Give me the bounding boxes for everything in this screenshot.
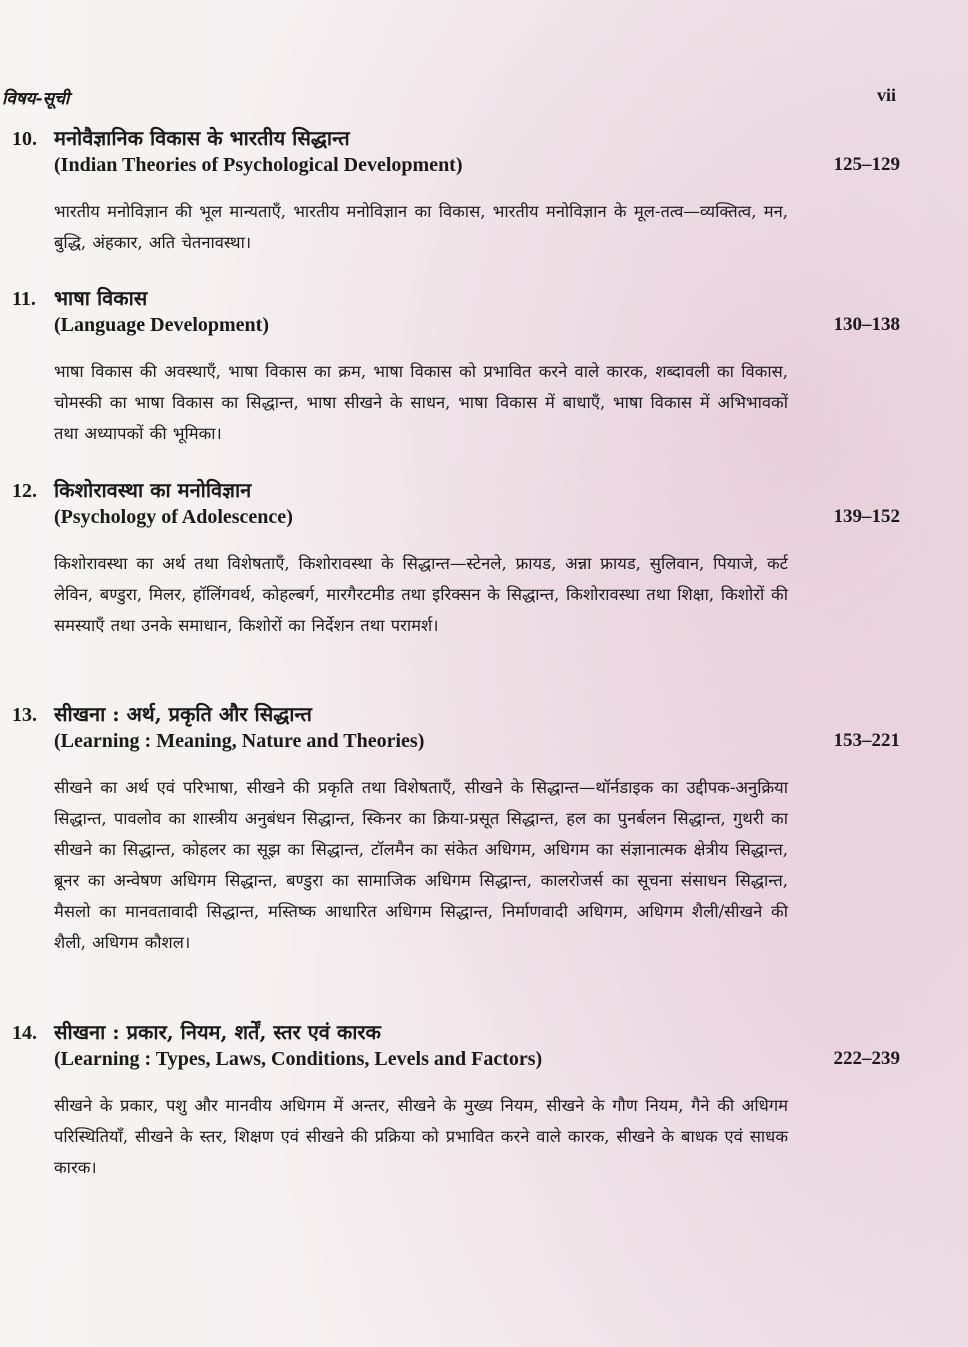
running-head: विषय-सूची bbox=[2, 89, 70, 109]
entry-heading bbox=[12, 124, 900, 154]
page-number: vii bbox=[876, 85, 896, 105]
entry-page-range: 153–221 bbox=[833, 730, 900, 751]
entry-title-hindi: सीखना : प्रकार, नियम, शर्तें, स्तर एवं कारक bbox=[54, 1020, 381, 1044]
entry-title-hindi: किशोरावस्था का मनोविज्ञान bbox=[54, 478, 252, 502]
toc-entry-12 bbox=[12, 476, 900, 641]
entry-description: भारतीय मनोविज्ञान की भूल मान्यताएँ, भारतीय मनोविज्ञान का विकास, भारतीय मनोविज्ञान के मूल-तत्व—व्यक्तित्व, मन, बुद्धि, अंहकार, अति चेतनावस्था। bbox=[54, 202, 788, 252]
entry-page-range: 130–138 bbox=[833, 314, 900, 335]
entry-title-row bbox=[12, 154, 900, 182]
entry-description: सीखने का अर्थ एवं परिभाषा, सीखने की प्रकृति तथा विशेषताएँ, सीखने के सिद्धान्त—थॉर्नडाइक का उद्दीपक-अनुक्रिया सिद्धान्त, पावलोव का शास्त्रीय अनुबंधन सिद्धान्त, स्किनर का क्रिया-प्रसूत सिद्धान्त, हल का पुनर्बलन सिद्धान्त, गुथरी का सीखने का सिद्धान्त, कोहलर का सूझ का सिद्धान्त, टॉलमैन का संकेत अधिगम, अधिगम का संज्ञानात्मक क्षेत्रीय सिद्धान्त, ब्रूनर का अन्वेषण अधिगम सिद्धान्त, बण्डुरा का सामाजिक अधिगम सिद्धान्त, कालरोजर्स का सूचना संसाधन सिद्धान्त, मैसलो का मानवतावादी सिद्धान्त, मस्तिष्क आधारित अधिगम सिद्धान्त, निर्माणवादी अधिगम, अधिगम शैली/सीखने की शैली, अधिगम कौशल। bbox=[54, 778, 788, 952]
entry-title-english: (Learning : Types, Laws, Conditions, Levels and Factors) bbox=[54, 1048, 543, 1070]
entry-heading bbox=[12, 284, 900, 314]
entry-title-row bbox=[12, 1048, 900, 1076]
toc-entry-11 bbox=[12, 284, 900, 449]
entry-title-english: (Language Development) bbox=[54, 314, 269, 336]
entry-number: 12. bbox=[12, 480, 37, 502]
entry-page-range: 125–129 bbox=[833, 154, 900, 175]
entry-title-hindi: मनोवैज्ञानिक विकास के भारतीय सिद्धान्त bbox=[54, 126, 350, 150]
entry-description: सीखने के प्रकार, पशु और मानवीय अधिगम में अन्तर, सीखने के मुख्य नियम, सीखने के गौण नियम, गैने की अधिगम परिस्थितियाँ, सीखने के स्तर, शिक्षण एवं सीखने की प्रक्रिया को प्रभावित करने वाले कारक, सीखने के बाधक एवं साधक कारक। bbox=[54, 1096, 788, 1177]
toc-entry-10 bbox=[12, 124, 900, 258]
entry-heading bbox=[12, 476, 900, 506]
entry-title-row bbox=[12, 314, 900, 342]
entry-page-range: 222–239 bbox=[833, 1048, 900, 1069]
entry-number: 11. bbox=[12, 288, 36, 310]
entry-number: 10. bbox=[12, 128, 37, 150]
entry-title-hindi: सीखना : अर्थ, प्रकृति और सिद्धान्त bbox=[54, 702, 312, 726]
entry-page-range: 139–152 bbox=[833, 506, 900, 527]
entry-title-hindi: भाषा विकास bbox=[54, 286, 148, 310]
entry-description: किशोरावस्था का अर्थ तथा विशेषताएँ, किशोरावस्था के सिद्धान्त—स्टेनले, फ्रायड, अन्ना फ्रायड, सुलिवान, पियाजे, कर्ट लेविन, बण्डुरा, मिलर, हॉलिंगवर्थ, कोहल्बर्ग, मारगैरटमीड तथा इरिक्सन के सिद्धान्त, किशोरावस्था तथा शिक्षा, किशोरों की समस्याएँ तथा उनके समाधान, किशोरों का निर्देशन तथा परामर्श। bbox=[54, 554, 788, 635]
entry-heading bbox=[12, 700, 900, 730]
entry-title-english: (Learning : Meaning, Nature and Theories) bbox=[54, 730, 425, 752]
toc-entry-14 bbox=[12, 1018, 900, 1183]
entry-number: 13. bbox=[12, 704, 37, 726]
entry-title-english: (Indian Theories of Psychological Development) bbox=[54, 154, 463, 176]
entry-title-row bbox=[12, 730, 900, 758]
entry-number: 14. bbox=[12, 1022, 37, 1044]
entry-heading bbox=[12, 1018, 900, 1048]
entry-title-english: (Psychology of Adolescence) bbox=[54, 506, 293, 528]
entry-title-row bbox=[12, 506, 900, 534]
toc-entry-13 bbox=[12, 700, 900, 958]
entry-description: भाषा विकास की अवस्थाएँ, भाषा विकास का क्रम, भाषा विकास को प्रभावित करने वाले कारक, शब्दावली का विकास, चोमस्की का भाषा विकास का सिद्धान्त, भाषा सीखने के साधन, भाषा विकास में बाधाएँ, भाषा विकास में अभिभावकों तथा अध्यापकों की भूमिका। bbox=[54, 362, 788, 443]
